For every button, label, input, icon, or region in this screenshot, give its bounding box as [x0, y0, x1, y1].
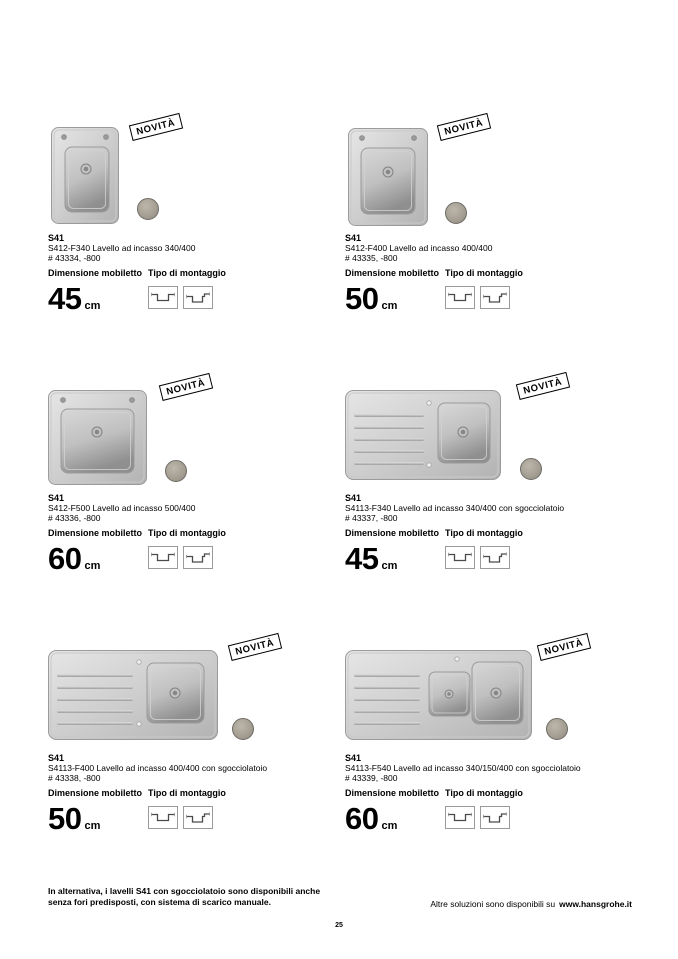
sink-image-drainboard-double-bowl: [345, 650, 532, 745]
mounting-type-flush-icon: [445, 806, 475, 829]
cabinet-size: [48, 281, 148, 319]
cabinet-size: [48, 541, 148, 579]
mounting-type-flush-icon: [148, 546, 178, 569]
cabinet-size-value: 45: [345, 541, 379, 576]
mounting-type-step-icon: [183, 286, 213, 309]
cabinet-size: [345, 801, 445, 839]
product-article-number: # 43335, -800: [345, 253, 398, 263]
product-description: S4113-F400 Lavello ad incasso 400/400 con sgocciolatoio: [48, 763, 268, 773]
cabinet-size-value: 60: [48, 541, 82, 576]
cabinet-size-value: 50: [345, 281, 379, 316]
stainless-steel-swatch-icon: [137, 198, 159, 220]
mounting-header: Tipo di montaggio: [445, 268, 523, 278]
novita-badge: NOVITÀ: [228, 633, 282, 661]
product-article-number: # 43336, -800: [48, 513, 101, 523]
product-series: S41: [48, 753, 65, 763]
product-description: S4113-F340 Lavello ad incasso 340/400 con sgocciolatoio: [345, 503, 565, 513]
mounting-type-step-icon: [480, 546, 510, 569]
sink-image-single-bowl: [348, 128, 428, 231]
cabinet-size-value: 50: [48, 801, 82, 836]
cabinet-size-value: 60: [345, 801, 379, 836]
footer-more-solutions-text: Altre soluzioni sono disponibili su: [430, 899, 556, 909]
mounting-type-flush-icon: [148, 806, 178, 829]
stainless-steel-swatch-icon: [445, 202, 467, 224]
stainless-steel-swatch-icon: [232, 718, 254, 740]
mounting-type-step-icon: [183, 806, 213, 829]
sink-image-single-bowl: [48, 390, 147, 490]
dimension-header: Dimensione mobiletto: [345, 788, 440, 798]
page-number: 25: [335, 922, 343, 929]
product-series: S41: [345, 493, 362, 503]
stainless-steel-swatch-icon: [520, 458, 542, 480]
cabinet-size: [345, 281, 445, 319]
mounting-header: Tipo di montaggio: [445, 788, 523, 798]
novita-badge: NOVITÀ: [516, 372, 570, 400]
product-series: S41: [48, 233, 65, 243]
sink-image-drainboard-bowl: [48, 650, 218, 745]
product-card: [48, 639, 340, 884]
dimension-header: Dimensione mobiletto: [345, 268, 440, 278]
product-article-number: # 43337, -800: [345, 513, 398, 523]
dimension-header: Dimensione mobiletto: [345, 528, 440, 538]
footer-more-solutions: [430, 899, 632, 909]
footer-alternative-note: In alternativa, i lavelli S41 con sgocciolatoio sono disponibili anche senza fori predisposti, con sistema di scarico manuale.: [48, 886, 321, 907]
novita-badge: NOVITÀ: [537, 633, 591, 661]
product-series: S41: [345, 753, 362, 763]
product-description: S412-F340 Lavello ad incasso 340/400: [48, 243, 196, 253]
product-card: [345, 639, 637, 884]
cabinet-size-unit: cm: [381, 300, 398, 312]
mounting-type-step-icon: [480, 806, 510, 829]
cabinet-size: [48, 801, 148, 839]
hansgrohe-website-link[interactable]: www.hansgrohe.it: [559, 899, 632, 909]
mounting-header: Tipo di montaggio: [445, 528, 523, 538]
mounting-type-step-icon: [480, 286, 510, 309]
dimension-header: Dimensione mobiletto: [48, 528, 143, 538]
product-description: S412-F400 Lavello ad incasso 400/400: [345, 243, 493, 253]
product-description: S4113-F540 Lavello ad incasso 340/150/400 con sgocciolatoio: [345, 763, 581, 773]
cabinet-size-value: 45: [48, 281, 82, 316]
novita-badge: NOVITÀ: [437, 113, 491, 141]
cabinet-size: [345, 541, 445, 579]
cabinet-size-unit: cm: [84, 820, 101, 832]
dimension-header: Dimensione mobiletto: [48, 268, 143, 278]
product-card: [48, 377, 340, 622]
product-card: [345, 377, 637, 622]
novita-badge: NOVITÀ: [129, 113, 183, 141]
mounting-type-step-icon: [183, 546, 213, 569]
product-series: S41: [345, 233, 362, 243]
mounting-header: Tipo di montaggio: [148, 788, 226, 798]
product-card: [345, 115, 637, 360]
cabinet-size-unit: cm: [381, 820, 398, 832]
sink-image-drainboard-bowl: [345, 390, 501, 485]
stainless-steel-swatch-icon: [165, 460, 187, 482]
dimension-header: Dimensione mobiletto: [48, 788, 143, 798]
cabinet-size-unit: cm: [84, 300, 101, 312]
product-article-number: # 43334, -800: [48, 253, 101, 263]
novita-badge: NOVITÀ: [159, 373, 213, 401]
mounting-header: Tipo di montaggio: [148, 528, 226, 538]
product-article-number: # 43338, -800: [48, 773, 101, 783]
product-description: S412-F500 Lavello ad incasso 500/400: [48, 503, 196, 513]
cabinet-size-unit: cm: [381, 560, 398, 572]
product-card: [48, 115, 340, 360]
stainless-steel-swatch-icon: [546, 718, 568, 740]
product-series: S41: [48, 493, 65, 503]
mounting-type-flush-icon: [148, 286, 178, 309]
sink-image-single-bowl: [51, 127, 119, 229]
mounting-header: Tipo di montaggio: [148, 268, 226, 278]
cabinet-size-unit: cm: [84, 560, 101, 572]
product-article-number: # 43339, -800: [345, 773, 398, 783]
mounting-type-flush-icon: [445, 546, 475, 569]
mounting-type-flush-icon: [445, 286, 475, 309]
